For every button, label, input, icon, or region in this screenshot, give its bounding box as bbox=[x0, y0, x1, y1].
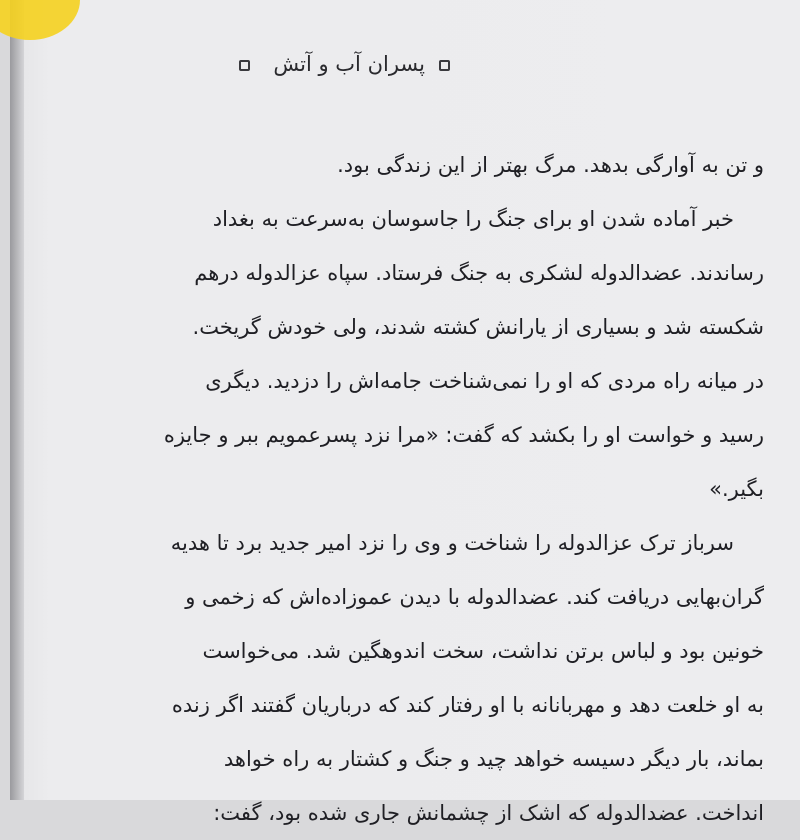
text-line bbox=[64, 300, 764, 354]
text-line bbox=[64, 678, 764, 732]
line-text: سرباز ترک عزالدوله را شناخت و وی را نزد امیر جدید برد تا هدیه bbox=[170, 531, 734, 555]
line-text: خونین بود و لباس برتن نداشت، سخت اندوهگین شد. می‌خواست bbox=[202, 639, 764, 663]
text-line bbox=[64, 192, 764, 246]
line-text: رساندند. عضدالدوله لشکری به جنگ فرستاد. سپاه عزالدوله درهم bbox=[194, 261, 764, 285]
yellow-marker-blob bbox=[0, 0, 80, 40]
line-text: و تن به آوارگی بدهد. مرگ بهتر از این زندگی بود. bbox=[337, 153, 764, 177]
running-header bbox=[0, 52, 800, 88]
text-line bbox=[64, 732, 764, 786]
chapter-title: پسران آب و آتش bbox=[273, 52, 425, 76]
text-line bbox=[64, 138, 764, 192]
text-line bbox=[64, 624, 764, 678]
line-text: شکسته شد و بسیاری از یارانش کشته شدند، ولی خودش گریخت. bbox=[192, 315, 764, 339]
text-line bbox=[64, 516, 764, 570]
text-line bbox=[64, 246, 764, 300]
square-bullet-icon bbox=[239, 60, 250, 71]
line-text: گران‌بهایی دریافت کند. عضدالدوله با دیدن عموزاده‌اش که زخمی و bbox=[185, 585, 764, 609]
line-text: بگیر.» bbox=[709, 477, 764, 501]
line-text: انداخت. عضدالدوله که اشک از چشمانش جاری شده بود، گفت: bbox=[213, 801, 764, 825]
line-text: بماند، بار دیگر دسیسه خواهد چید و جنگ و کشتار به راه خواهد bbox=[223, 747, 764, 771]
body-text bbox=[64, 138, 764, 840]
text-line bbox=[64, 570, 764, 624]
line-text: در میانه راه مردی که او را نمی‌شناخت جامه‌اش را دزدید. دیگری bbox=[205, 369, 764, 393]
line-text: رسید و خواست او را بکشد که گفت: «مرا نزد پسرعمویم ببر و جایزه bbox=[163, 423, 764, 447]
square-bullet-icon bbox=[439, 60, 450, 71]
text-line bbox=[64, 462, 764, 516]
text-line bbox=[64, 786, 764, 840]
text-line bbox=[64, 354, 764, 408]
line-text: به او خلعت دهد و مهربانانه با او رفتار کند که درباریان گفتند اگر زنده bbox=[171, 693, 764, 717]
text-line bbox=[64, 408, 764, 462]
line-text: خبر آماده شدن او برای جنگ را جاسوسان به‌سرعت به بغداد bbox=[212, 207, 734, 231]
book-binding-shadow bbox=[10, 0, 24, 800]
